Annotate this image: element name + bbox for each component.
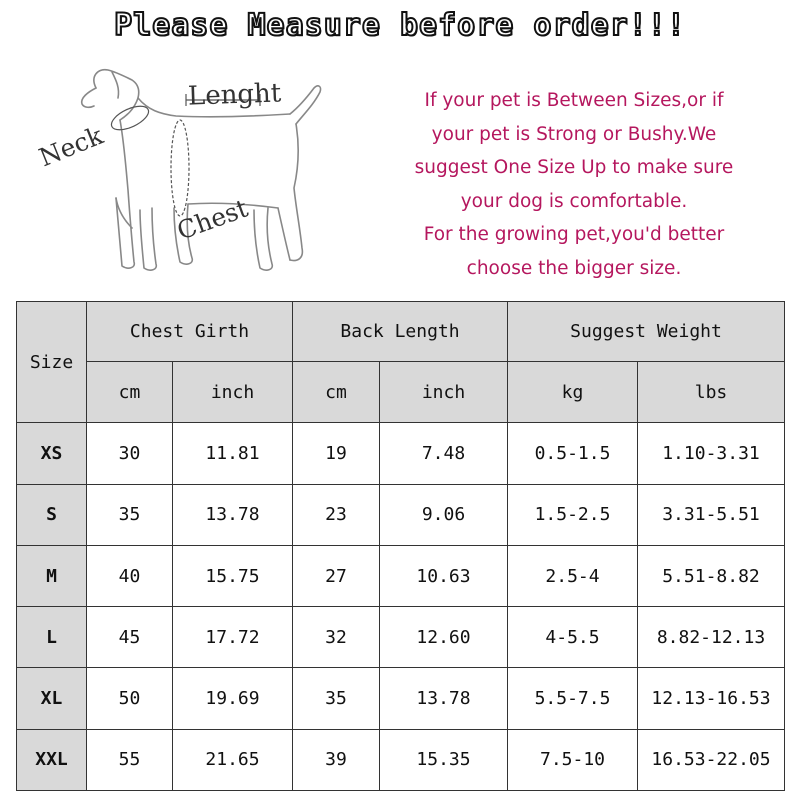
table-cell: 15.35 <box>380 729 508 790</box>
table-cell: 17.72 <box>173 607 293 668</box>
table-cell: 7.48 <box>380 423 508 484</box>
unit-header: cm <box>293 362 380 423</box>
table-cell: 15.75 <box>173 545 293 606</box>
table-cell: 3.31-5.51 <box>638 484 785 545</box>
table-cell: 5.5-7.5 <box>508 668 638 729</box>
table-cell: 1.5-2.5 <box>508 484 638 545</box>
table-cell: 13.78 <box>380 668 508 729</box>
page-title: Please Measure before order!!! <box>114 8 686 43</box>
size-chart-table <box>16 301 785 791</box>
unit-header: kg <box>508 362 638 423</box>
table-cell: 30 <box>87 423 173 484</box>
table-header-row <box>17 302 785 362</box>
table-row <box>17 423 785 484</box>
table-cell: 35 <box>87 484 173 545</box>
table-cell: 50 <box>87 668 173 729</box>
advice-line: If your pet is Between Sizes,or if <box>424 90 724 111</box>
table-cell: 55 <box>87 729 173 790</box>
table-cell: 11.81 <box>173 423 293 484</box>
size-cell: S <box>17 484 87 545</box>
advice-line: your pet is Strong or Bushy.We <box>431 123 717 145</box>
advice-line: For the growing pet,you'd better <box>423 224 725 245</box>
unit-header: inch <box>380 362 508 423</box>
table-cell: 23 <box>293 484 380 545</box>
chest-girth-header: Chest Girth <box>87 302 293 362</box>
unit-header: cm <box>87 362 173 423</box>
size-column-header: Size <box>17 302 87 423</box>
table-cell: 39 <box>293 729 380 790</box>
table-cell: 9.06 <box>380 484 508 545</box>
table-cell: 10.63 <box>380 545 508 606</box>
table-cell: 19 <box>293 423 380 484</box>
sizing-advice <box>378 84 770 285</box>
back-length-header: Back Length <box>293 302 508 362</box>
table-cell: 19.69 <box>173 668 293 729</box>
table-cell: 4-5.5 <box>508 607 638 668</box>
size-cell: XL <box>17 668 87 729</box>
advice-line: suggest One Size Up to make sure <box>414 157 734 178</box>
table-cell: 1.10-3.31 <box>638 423 785 484</box>
suggest-weight-header: Suggest Weight <box>508 302 785 362</box>
advice-line: choose the bigger size. <box>466 257 682 279</box>
size-cell: M <box>17 545 87 606</box>
table-cell: 45 <box>87 607 173 668</box>
size-cell: XXL <box>17 729 87 790</box>
table-row <box>17 607 785 668</box>
table-cell: 40 <box>87 545 173 606</box>
table-row <box>17 729 785 790</box>
table-cell: 16.53-22.05 <box>638 729 785 790</box>
table-cell: 35 <box>293 668 380 729</box>
table-cell: 32 <box>293 607 380 668</box>
advice-line: your dog is comfortable. <box>460 190 688 212</box>
length-label: Lenght <box>187 78 282 112</box>
chest-label: Chest <box>173 193 252 246</box>
table-cell: 12.60 <box>380 607 508 668</box>
table-cell: 13.78 <box>173 484 293 545</box>
size-cell: XS <box>17 423 87 484</box>
table-cell: 2.5-4 <box>508 545 638 606</box>
table-cell: 7.5-10 <box>508 729 638 790</box>
table-cell: 8.82-12.13 <box>638 607 785 668</box>
unit-header: inch <box>173 362 293 423</box>
table-row <box>17 668 785 729</box>
units-header-row <box>17 362 785 423</box>
neck-label: Neck <box>34 120 107 173</box>
table-cell: 12.13-16.53 <box>638 668 785 729</box>
table-row <box>17 484 785 545</box>
table-row <box>17 545 785 606</box>
table-cell: 0.5-1.5 <box>508 423 638 484</box>
table-cell: 21.65 <box>173 729 293 790</box>
table-cell: 27 <box>293 545 380 606</box>
unit-header: lbs <box>638 362 785 423</box>
size-cell: L <box>17 607 87 668</box>
table-cell: 5.51-8.82 <box>638 545 785 606</box>
